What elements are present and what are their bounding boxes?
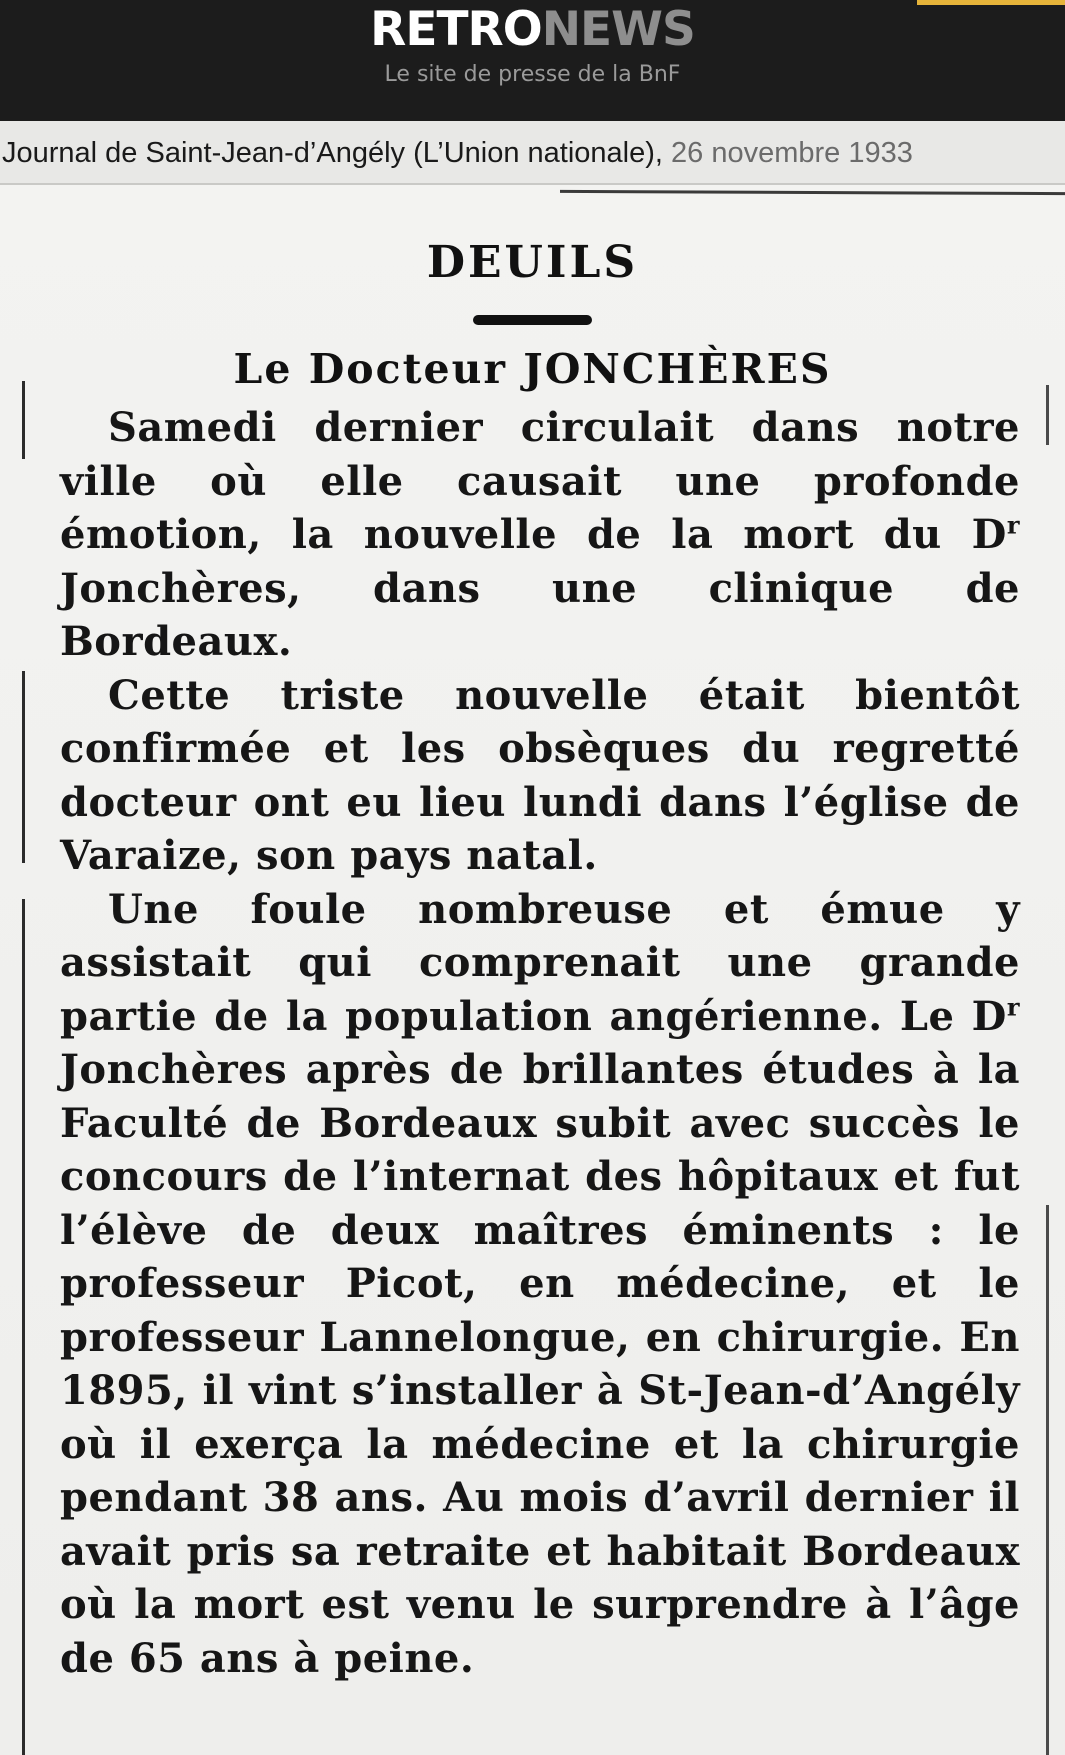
retronews-logo[interactable] bbox=[0, 2, 1065, 58]
logo-news: NEWS bbox=[541, 2, 695, 57]
site-header bbox=[0, 0, 1065, 121]
column-rule-left bbox=[22, 671, 25, 863]
paragraph-2: Cette triste nouvelle était bientôt confirmée et les obsèques du regretté docteur ont eu lieu lundi dans l’église de Varaize, son pays natal. bbox=[60, 671, 1020, 879]
paragraph-1 bbox=[60, 401, 1020, 669]
paragraph-3 bbox=[60, 883, 1020, 1686]
superscript: r bbox=[1006, 510, 1020, 540]
paragraph-3-text: Une foule nombreuse et émue y assistait qui comprenait une grande partie de la population angérienne. Le D bbox=[60, 885, 1020, 1040]
superscript: r bbox=[1006, 992, 1020, 1022]
logo-retro: RETRO bbox=[370, 2, 542, 57]
column-rule-left bbox=[22, 899, 25, 1755]
source-title: Journal de Saint-Jean-d’Angély (L’Union nationale), bbox=[2, 137, 663, 169]
heading-divider bbox=[473, 315, 592, 325]
source-date: 26 novembre 1933 bbox=[671, 137, 913, 169]
column-rule-right bbox=[1046, 385, 1049, 445]
article-subheading: Le Docteur JONCHÈRES bbox=[233, 345, 832, 393]
newspaper-clipping bbox=[0, 185, 1065, 1755]
paragraph-3-text-end: Jonchères après de brillantes études à la Faculté de Bordeaux subit avec succès le concours de l’internat des hôpitaux et fut l’élève de deux maîtres éminents : le professeur Picot, en médecine, et le professeur Lannelongue, en chirurgie. En 1895, il vint s’installer à St-Jean-d’Angély où il exerça la médecine et la chirurgie pendant 38 ans. Au mois d’avril dernier il avait pris sa retraite et habitait Bordeaux où la mort est venu le surprendre à l’âge de 65 ans à peine. bbox=[60, 1046, 1020, 1682]
column-rule-right bbox=[1046, 1205, 1049, 1755]
top-rule bbox=[560, 190, 1065, 195]
paragraph-1-text: Samedi dernier circulait dans notre ville où elle causait une profonde émotion, la nouvelle de la mort du D bbox=[60, 404, 1020, 558]
paragraph-1-text-end: Jonchères, dans une clinique de Bordeaux. bbox=[60, 564, 1020, 665]
site-tagline: Le site de presse de la BnF bbox=[384, 62, 681, 87]
source-citation bbox=[0, 121, 1065, 185]
article-heading: DEUILS bbox=[426, 237, 639, 288]
article-body bbox=[60, 401, 1020, 1685]
